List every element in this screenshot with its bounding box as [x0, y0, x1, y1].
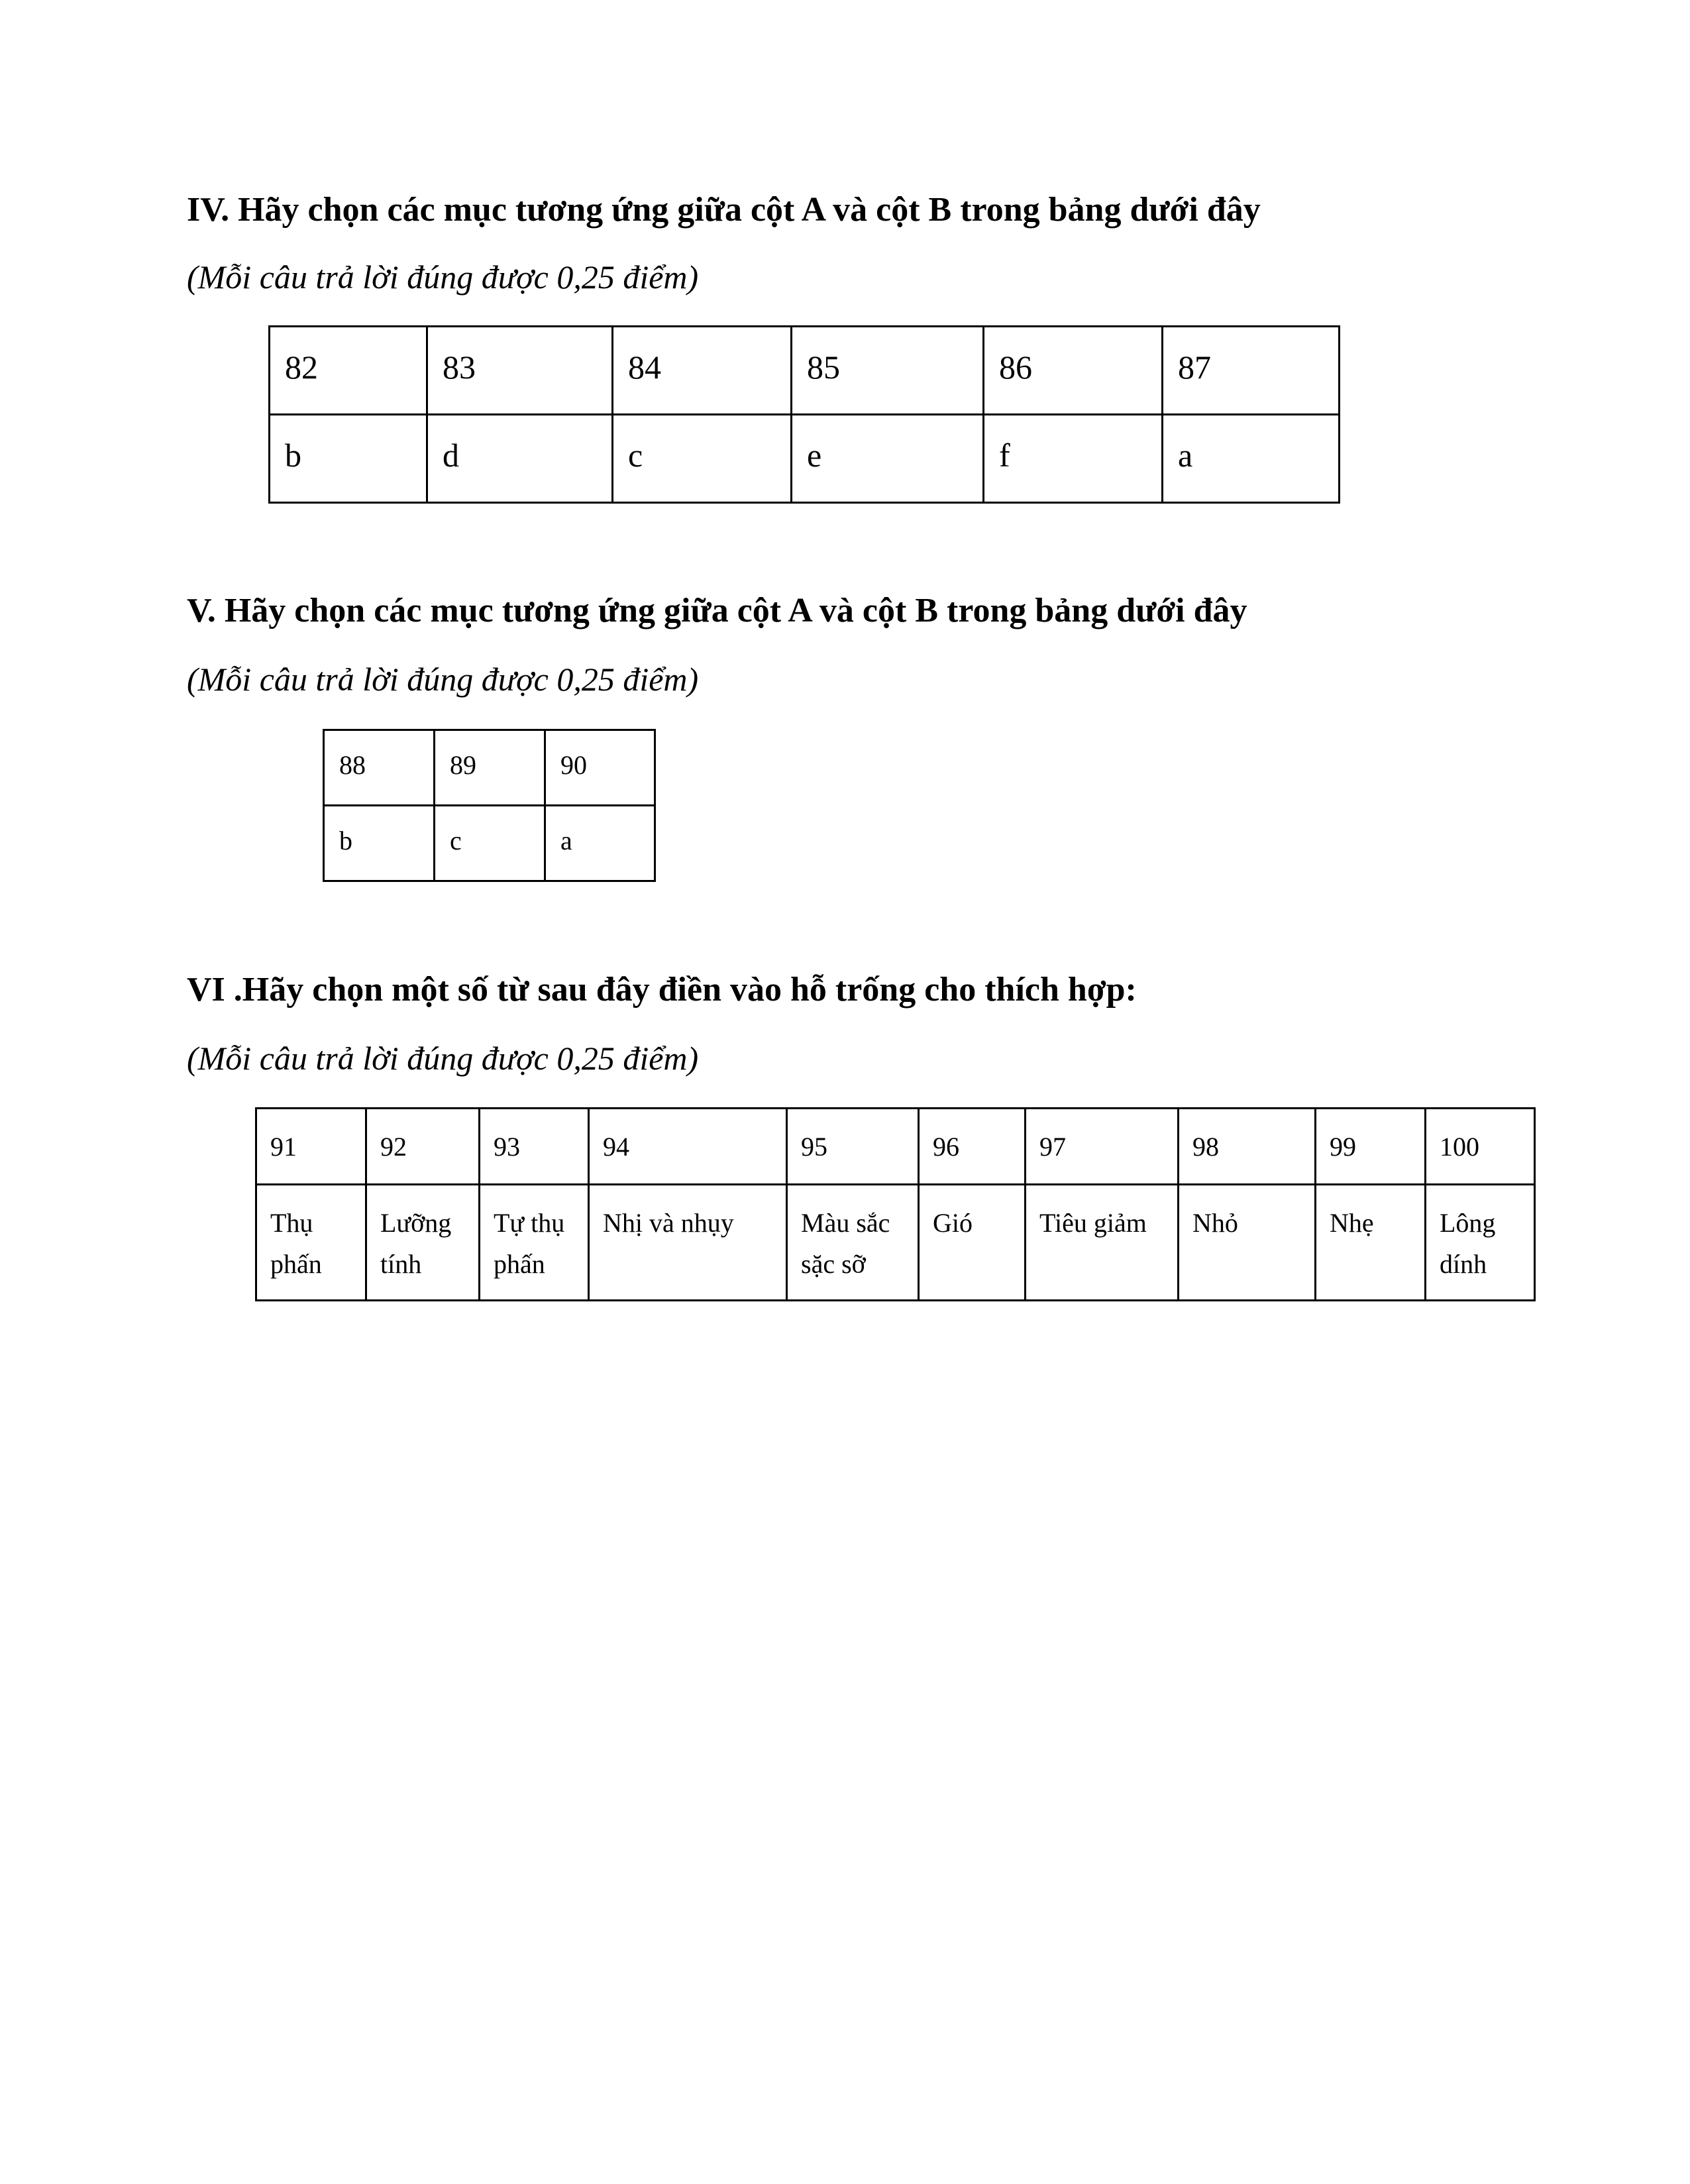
answer-table-6	[255, 1107, 1536, 1301]
table-row	[256, 1109, 1535, 1185]
answer-cell: e	[792, 415, 984, 503]
answer-cell: c	[435, 806, 545, 881]
answer-cell: Lưỡng tính	[366, 1185, 480, 1301]
question-number-cell: 100	[1426, 1109, 1535, 1185]
answer-cell: Nhị và nhụy	[589, 1185, 787, 1301]
answer-cell: Màu sắc sặc sỡ	[787, 1185, 919, 1301]
question-number-cell: 90	[545, 730, 655, 806]
question-number-cell: 94	[589, 1109, 787, 1185]
answer-cell: Gió	[919, 1185, 1026, 1301]
answer-cell: Tự thụ phấn	[480, 1185, 589, 1301]
table-row	[270, 327, 1340, 415]
section-5-title: V. Hãy chọn các mục tương ứng giữa cột A và cột B trong bảng dưới đây	[187, 592, 1247, 629]
answer-table-4	[268, 325, 1340, 504]
answer-cell: f	[984, 415, 1163, 503]
table-row	[324, 806, 655, 881]
question-number-cell: 96	[919, 1109, 1026, 1185]
answer-table-5	[323, 729, 656, 882]
question-number-cell: 99	[1316, 1109, 1426, 1185]
answer-cell: a	[545, 806, 655, 881]
question-number-cell: 82	[270, 327, 427, 415]
answer-cell: Thụ phấn	[256, 1185, 366, 1301]
section-4-title: IV. Hãy chọn các mục tương ứng giữa cột A và cột B trong bảng dưới đây	[187, 191, 1261, 229]
question-number-cell: 84	[613, 327, 792, 415]
question-number-cell: 92	[366, 1109, 480, 1185]
section-4-note: (Mỗi câu trả lời đúng được 0,25 điểm)	[187, 258, 699, 296]
answer-cell: b	[324, 806, 435, 881]
table-row	[256, 1185, 1535, 1301]
question-number-cell: 93	[480, 1109, 589, 1185]
answer-cell: Nhẹ	[1316, 1185, 1426, 1301]
question-number-cell: 88	[324, 730, 435, 806]
question-number-cell: 97	[1026, 1109, 1179, 1185]
question-number-cell: 87	[1163, 327, 1340, 415]
table-row	[270, 415, 1340, 503]
section-5-note: (Mỗi câu trả lời đúng được 0,25 điểm)	[187, 661, 699, 698]
question-number-cell: 91	[256, 1109, 366, 1185]
question-number-cell: 95	[787, 1109, 919, 1185]
table-row	[324, 730, 655, 806]
question-number-cell: 86	[984, 327, 1163, 415]
answer-cell: Nhỏ	[1179, 1185, 1316, 1301]
answer-cell: b	[270, 415, 427, 503]
answer-cell: Tiêu giảm	[1026, 1185, 1179, 1301]
question-number-cell: 98	[1179, 1109, 1316, 1185]
answer-cell: Lông dính	[1426, 1185, 1535, 1301]
answer-cell: c	[613, 415, 792, 503]
question-number-cell: 83	[427, 327, 613, 415]
question-number-cell: 89	[435, 730, 545, 806]
section-6-note: (Mỗi câu trả lời đúng được 0,25 điểm)	[187, 1040, 699, 1077]
answer-cell: a	[1163, 415, 1340, 503]
section-6-title: VI .Hãy chọn một số từ sau đây điền vào hỗ trống cho thích hợp:	[187, 971, 1137, 1009]
question-number-cell: 85	[792, 327, 984, 415]
answer-cell: d	[427, 415, 613, 503]
